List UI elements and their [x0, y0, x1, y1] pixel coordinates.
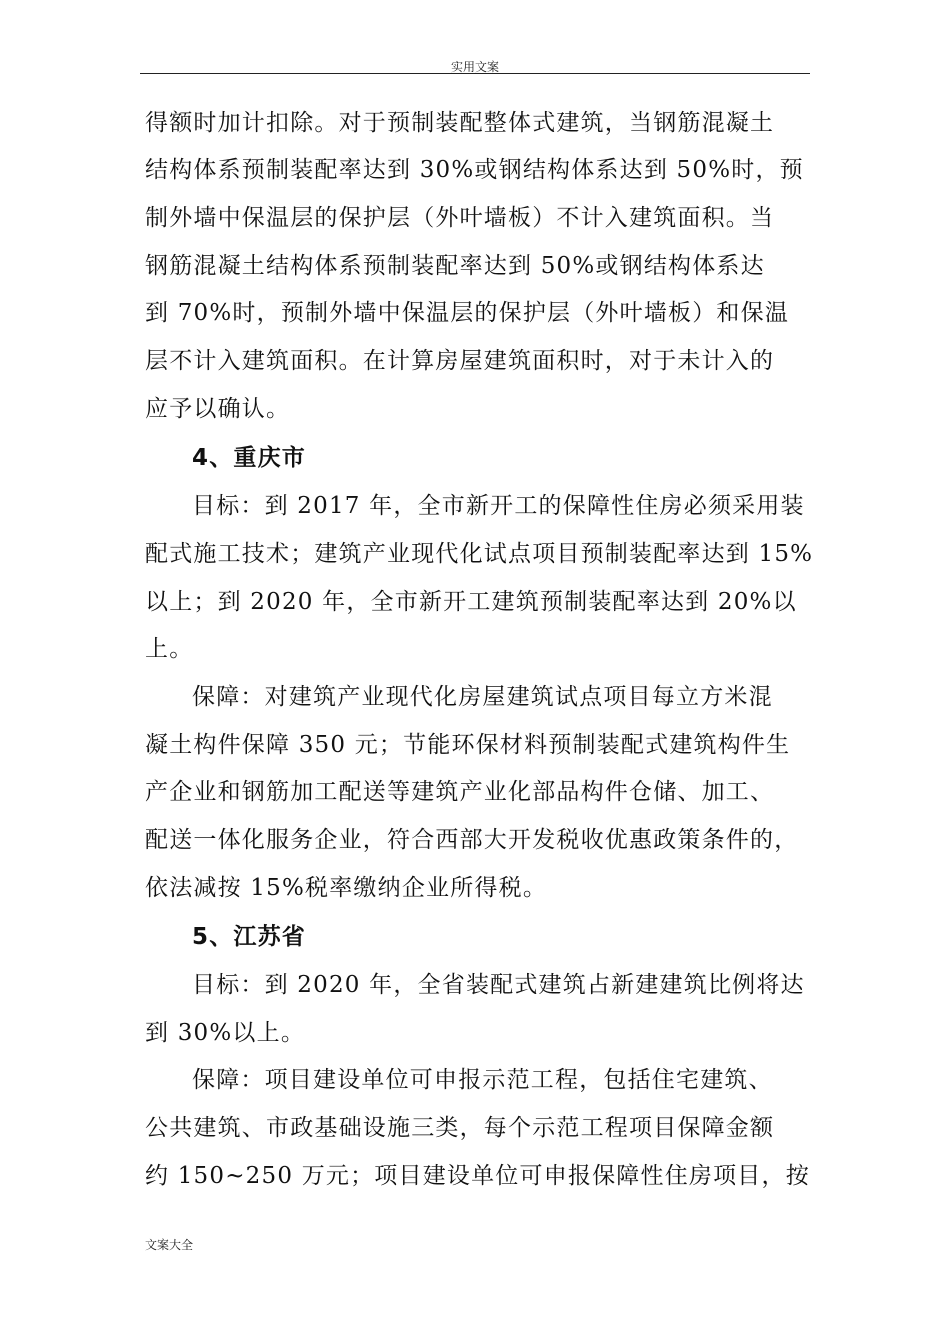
paragraph-line: 配式施工技术；建筑产业现代化试点项目预制装配率达到 15% — [145, 541, 814, 567]
paragraph-line: 保障：项目建设单位可申报示范工程，包括住宅建筑、 — [192, 1067, 773, 1093]
paragraph-line: 到 70%时，预制外墙中保温层的保护层（外叶墙板）和保温 — [145, 300, 790, 326]
paragraph-line: 到 30%以上。 — [145, 1020, 306, 1046]
header-title: 实用文案 — [450, 60, 499, 74]
paragraph-line: 凝土构件保障 350 元；节能环保材料预制装配式建筑构件生 — [145, 732, 791, 758]
paragraph-line: 目标：到 2020 年，全省装配式建筑占新建建筑比例将达 — [192, 972, 805, 998]
paragraph-line: 依法减按 15%税率缴纳企业所得税。 — [145, 875, 548, 901]
section-heading-chongqing: 4、重庆市 — [192, 445, 307, 471]
paragraph-line: 公共建筑、市政基础设施三类，每个示范工程项目保障金额 — [145, 1115, 775, 1141]
paragraph-line: 约 150~250 万元；项目建设单位可申报保障性住房项目，按 — [145, 1163, 810, 1189]
paragraph-line: 目标：到 2017 年，全市新开工的保障性住房必须采用装 — [192, 493, 805, 519]
paragraph-line: 应予以确认。 — [145, 396, 291, 422]
paragraph-line: 钢筋混凝土结构体系预制装配率达到 50%或钢结构体系达 — [145, 253, 765, 279]
page-footer: 文案大全 — [145, 1238, 194, 1252]
paragraph-line: 层不计入建筑面积。在计算房屋建筑面积时，对于未计入的 — [145, 348, 775, 374]
paragraph-line: 得额时加计扣除。对于预制装配整体式建筑，当钢筋混凝土 — [145, 110, 775, 136]
paragraph-line: 制外墙中保温层的保护层（外叶墙板）不计入建筑面积。当 — [145, 205, 775, 231]
paragraph-line: 保障：对建筑产业现代化房屋建筑试点项目每立方米混 — [192, 684, 773, 710]
paragraph-line: 以上；到 2020 年，全市新开工建筑预制装配率达到 20%以 — [145, 589, 797, 615]
header-divider — [140, 73, 810, 74]
paragraph-line: 上。 — [145, 636, 194, 662]
paragraph-line: 配送一体化服务企业，符合西部大开发税收优惠政策条件的， — [145, 827, 799, 853]
paragraph-line: 结构体系预制装配率达到 30%或钢结构体系达到 50%时，预 — [145, 157, 804, 183]
paragraph-line: 产企业和钢筋加工配送等建筑产业化部品构件仓储、加工、 — [145, 779, 775, 805]
section-heading-jiangsu: 5、江苏省 — [192, 924, 307, 950]
